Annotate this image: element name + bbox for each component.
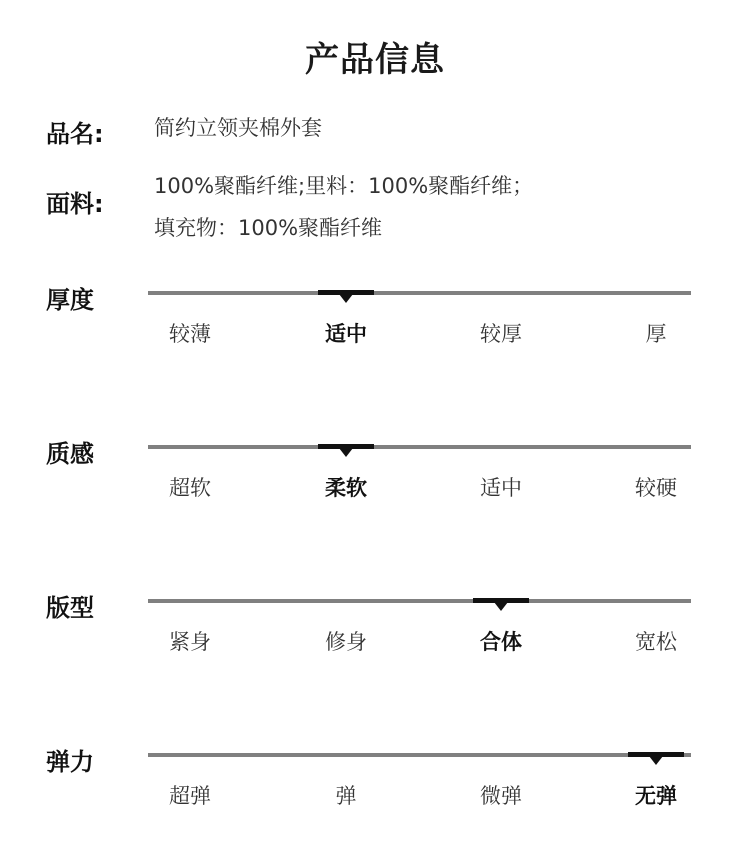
- selected-marker: [318, 290, 374, 295]
- attribute-option: 较厚: [480, 322, 522, 346]
- attribute-option: 修身: [325, 630, 367, 654]
- attribute-label: 厚度: [46, 286, 94, 314]
- attribute-option: 弹: [335, 784, 357, 808]
- attribute-option: 适中: [480, 476, 522, 500]
- attribute-scale-track: [148, 291, 691, 295]
- attribute-option-selected: 适中: [325, 322, 367, 346]
- material-value-line2: 填充物：100%聚酯纤维: [154, 216, 383, 240]
- material-value-line1: 100%聚酯纤维;里料：100%聚酯纤维；: [154, 174, 534, 198]
- selected-marker: [473, 598, 529, 603]
- attribute-option-selected: 柔软: [325, 476, 367, 500]
- material-label: 面料:: [46, 190, 104, 218]
- attribute-option: 超弹: [169, 784, 211, 808]
- attribute-option: 较薄: [169, 322, 211, 346]
- attribute-label: 版型: [46, 594, 94, 622]
- attribute-scale-track: [148, 445, 691, 449]
- selected-marker: [628, 752, 684, 757]
- attribute-option: 超软: [169, 476, 211, 500]
- attribute-label: 弹力: [46, 748, 94, 776]
- attribute-option-selected: 无弹: [635, 784, 677, 808]
- attribute-option-selected: 合体: [480, 630, 522, 654]
- marker-pointer-icon: [339, 448, 353, 457]
- selected-marker: [318, 444, 374, 449]
- attribute-option: 微弹: [480, 784, 522, 808]
- attribute-option: 宽松: [635, 630, 677, 654]
- page-title: 产品信息: [305, 40, 445, 80]
- product-name-label: 品名:: [46, 120, 104, 148]
- product-name-value: 简约立领夹棉外套: [154, 116, 322, 140]
- marker-pointer-icon: [494, 602, 508, 611]
- marker-pointer-icon: [339, 294, 353, 303]
- attribute-label: 质感: [46, 440, 94, 468]
- attribute-scale-track: [148, 753, 691, 757]
- attribute-scale-track: [148, 599, 691, 603]
- attribute-option: 紧身: [169, 630, 211, 654]
- attribute-option: 厚: [645, 322, 667, 346]
- marker-pointer-icon: [649, 756, 663, 765]
- attribute-option: 较硬: [635, 476, 677, 500]
